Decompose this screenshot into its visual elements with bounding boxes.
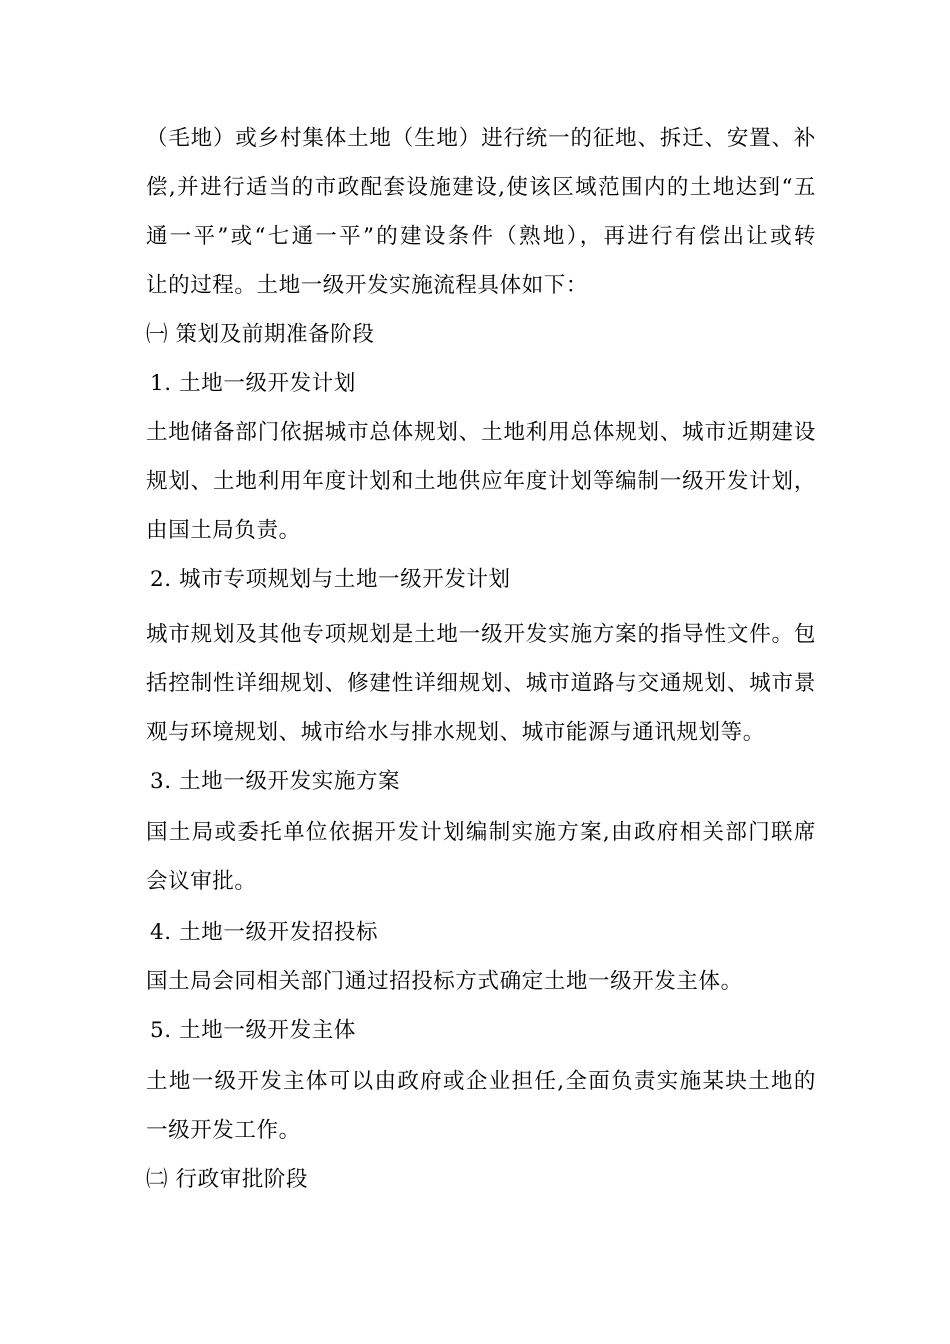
paragraph-line: 城市规划及其他专项规划是土地一级开发实施方案的指导性文件。包 [146, 622, 816, 647]
section-heading: ㈡ 行政审批阶段 [146, 1167, 309, 1192]
paragraph-line: 土地一级开发主体可以由政府或企业担任,全面负责实施某块土地的 [146, 1069, 816, 1094]
paragraph-line: 土地储备部门依据城市总体规划、土地利用总体规划、城市近期建设 [146, 420, 816, 445]
paragraph-line: 偿,并进行适当的市政配套设施建设,使该区域范围内的土地达到“五 [146, 175, 816, 200]
paragraph-line: 会议审批。 [146, 869, 257, 894]
section-heading: ㈠ 策划及前期准备阶段 [146, 322, 375, 347]
subsection-heading: 2. 城市专项规划与土地一级开发计划 [150, 567, 511, 592]
paragraph-line: 国土局会同相关部门通过招投标方式确定土地一级开发主体。 [146, 969, 743, 994]
subsection-heading: 5. 土地一级开发主体 [150, 1018, 356, 1043]
paragraph-line: 国土局或委托单位依据开发计划编制实施方案,由政府相关部门联席 [146, 820, 816, 845]
subsection-heading: 1. 土地一级开发计划 [150, 371, 356, 396]
subsection-heading: 3. 土地一级开发实施方案 [150, 769, 401, 794]
subsection-heading: 4. 土地一级开发招投标 [150, 920, 379, 945]
paragraph-line: （毛地）或乡村集体土地（生地）进行统一的征地、拆迁、安置、补 [146, 126, 816, 151]
paragraph-line: 一级开发工作。 [146, 1118, 301, 1143]
paragraph-line: 由国土局负责。 [146, 518, 301, 543]
paragraph-line: 让的过程。土地一级开发实施流程具体如下： [146, 273, 589, 298]
paragraph-line: 观与环境规划、城市给水与排水规划、城市能源与通讯规划等。 [146, 720, 765, 745]
paragraph-line: 括控制性详细规划、修建性详细规划、城市道路与交通规划、城市景 [146, 671, 816, 696]
paragraph-line: 通一平”或“七通一平”的建设条件（熟地），再进行有偿出让或转 [146, 224, 816, 249]
paragraph-line: 规划、土地利用年度计划和土地供应年度计划等编制一级开发计划， [146, 469, 816, 494]
